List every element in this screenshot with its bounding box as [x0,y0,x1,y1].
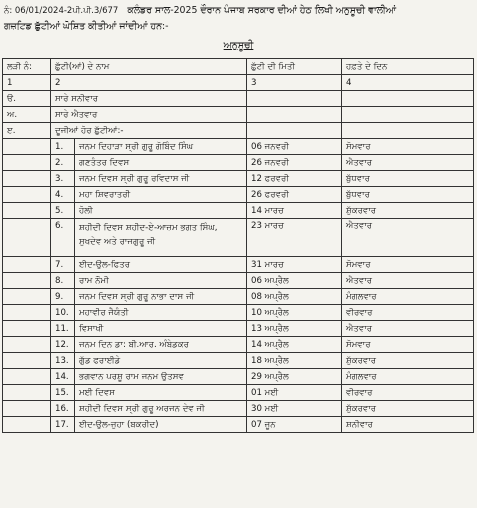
reference-number: ਨੰ: 06/01/2024-2ਪੀ.ਪੀ.3/677 [4,6,119,16]
column-header-weekday: ਹਫ਼ਤੇ ਦੇ ਦਿਨ [342,59,474,75]
blank-cell [3,337,51,353]
column-number: 1 [3,75,51,91]
holiday-serial: 16. [51,401,75,417]
holiday-serial: 13. [51,353,75,369]
holiday-name: ਵਿਸਾਖੀ [75,321,247,337]
section-label: ਅ. [3,107,51,123]
section-text: ਦੂਜੀਆਂ ਹੋਰ ਛੁੱਟੀਆਂ:- [51,123,247,139]
holiday-serial: 10. [51,305,75,321]
holiday-weekday: ਬੁੱਧਵਾਰ [342,187,474,203]
holiday-date: 06 ਜਨਵਰੀ [247,139,342,155]
holiday-weekday: ਵੀਰਵਾਰ [342,305,474,321]
section-row [3,123,474,139]
holiday-date: 31 ਮਾਰਚ [247,257,342,273]
section-row [3,107,474,123]
holiday-weekday: ਵੀਰਵਾਰ [342,385,474,401]
holiday-name: ਗਣਤੰਤਰ ਦਿਵਸ [75,155,247,171]
table-row [3,155,474,171]
blank-cell [3,417,51,433]
blank-cell [3,369,51,385]
holiday-weekday: ਐਤਵਾਰ [342,155,474,171]
holiday-weekday: ਸ਼ੁੱਕਰਵਾਰ [342,203,474,219]
section-text: ਸਾਰੇ ਸਨੀਵਾਰ [51,91,247,107]
holiday-date: 12 ਫਰਵਰੀ [247,171,342,187]
holiday-weekday: ਐਤਵਾਰ [342,321,474,337]
holiday-name: ਮਹਾਵੀਰ ਜੈਯੰਤੀ [75,305,247,321]
holiday-date: 23 ਮਾਰਚ [247,219,342,257]
blank-cell [3,219,51,257]
holiday-serial: 2. [51,155,75,171]
holiday-name: ਜਨਮ ਦਿਨ ਡਾ: ਬੀ.ਆਰ. ਅੰਬੇਡਕਰ [75,337,247,353]
holiday-name: ਸ਼ਹੀਦੀ ਦਿਵਸ ਸ਼ਹੀਦ-ਏ-ਆਜ਼ਮ ਭਗਤ ਸਿੰਘ, ਸੁਖਦੇਵ ਅਤੇ ਰਾਜਗੁਰੂ ਜੀ [75,219,247,257]
holiday-weekday: ਮੰਗਲਵਾਰ [342,289,474,305]
section-label: ੲ. [3,123,51,139]
holiday-weekday: ਸ਼ੁੱਕਰਵਾਰ [342,401,474,417]
holiday-name: ਜਨਮ ਦਿਵਸ ਸ੍ਰੀ ਗੁਰੂ ਨਾਭਾ ਦਾਸ ਜੀ [75,289,247,305]
column-header-date: ਛੁੱਟੀ ਦੀ ਮਿਤੀ [247,59,342,75]
blank-cell [3,305,51,321]
holiday-serial: 15. [51,385,75,401]
table-row [3,401,474,417]
holiday-serial: 3. [51,171,75,187]
holiday-weekday: ਐਤਵਾਰ [342,273,474,289]
holiday-name: ਮਹਾ ਸ਼ਿਵਰਾਤਰੀ [75,187,247,203]
table-row [3,321,474,337]
header-line-2: ਗਜ਼ਟਿਡ ਛੁੱਟੀਆਂ ਘੋਸ਼ਿਤ ਕੀਤੀਆਂ ਜਾਂਦੀਆਂ ਹਨ:- [4,21,169,32]
holiday-date: 14 ਅਪ੍ਰੈਲ [247,337,342,353]
holiday-weekday: ਬੁੱਧਵਾਰ [342,171,474,187]
column-number: 3 [247,75,342,91]
holiday-name: ਮਈ ਦਿਵਸ [75,385,247,401]
holiday-date: 13 ਅਪ੍ਰੈਲ [247,321,342,337]
header-line-1: ਕਲੰਡਰ ਸਾਲ-2025 ਦੌਰਾਨ ਪੰਜਾਬ ਸਰਕਾਰ ਦੀਆਂ ਹੇਠ ਲਿਖੀ ਅਨੁਸੂਚੀ ਵਾਲੀਆਂ [127,5,397,16]
document-header [4,3,473,35]
table-row [3,187,474,203]
table-row [3,305,474,321]
holiday-serial: 14. [51,369,75,385]
blank-cell [3,321,51,337]
blank-cell [3,257,51,273]
holiday-weekday: ਸੋਮਵਾਰ [342,139,474,155]
schedule-title: ਅਨੁਸੂਚੀ [223,40,254,51]
column-header-holiday-name: ਛੁੱਟੀ(ਆਂ) ਦੇ ਨਾਮ [51,59,247,75]
holiday-date: 14 ਮਾਰਚ [247,203,342,219]
table-row [3,219,474,257]
table-row [3,337,474,353]
holiday-serial: 6. [51,219,75,257]
holiday-weekday: ਸੋਮਵਾਰ [342,337,474,353]
holiday-table [2,58,474,433]
blank-cell [3,401,51,417]
holiday-date: 01 ਮਈ [247,385,342,401]
table-row [3,257,474,273]
table-row [3,203,474,219]
table-row [3,385,474,401]
holiday-name: ਹੋਲੀ [75,203,247,219]
holiday-serial: 12. [51,337,75,353]
holiday-name: ਗੁੱਡ ਫਰਾਈਡੇ [75,353,247,369]
table-row [3,171,474,187]
holiday-name: ਈਦ-ਉਲ-ਫਿਤਰ [75,257,247,273]
holiday-date: 26 ਜਨਵਰੀ [247,155,342,171]
section-row [3,91,474,107]
table-row [3,353,474,369]
column-number: 2 [51,75,247,91]
holiday-weekday: ਸ਼ਨੀਵਾਰ [342,417,474,433]
holiday-name: ਜਨਮ ਦਿਹਾੜਾ ਸ੍ਰੀ ਗੁਰੂ ਗੋਬਿੰਦ ਸਿੰਘ [75,139,247,155]
holiday-name: ਰਾਮ ਨੌਮੀ [75,273,247,289]
blank-cell [3,353,51,369]
table-row [3,369,474,385]
table-header-row [3,59,474,75]
column-header-serial: ਲੜੀ ਨੰ: [3,59,51,75]
column-number: 4 [342,75,474,91]
column-number-row [3,75,474,91]
holiday-date: 18 ਅਪ੍ਰੈਲ [247,353,342,369]
holiday-serial: 11. [51,321,75,337]
section-text: ਸਾਰੇ ਐਤਵਾਰ [51,107,247,123]
blank-cell [3,139,51,155]
holiday-serial: 5. [51,203,75,219]
holiday-date: 10 ਅਪ੍ਰੈਲ [247,305,342,321]
table-row [3,289,474,305]
blank-cell [3,273,51,289]
holiday-date: 06 ਅਪ੍ਰੈਲ [247,273,342,289]
blank-cell [3,385,51,401]
blank-cell [3,171,51,187]
table-row [3,417,474,433]
holiday-serial: 1. [51,139,75,155]
blank-cell [3,289,51,305]
holiday-serial: 17. [51,417,75,433]
holiday-date: 07 ਜੂਨ [247,417,342,433]
holiday-serial: 4. [51,187,75,203]
holiday-serial: 7. [51,257,75,273]
holiday-name: ਸ਼ਹੀਦੀ ਦਿਵਸ ਸ੍ਰੀ ਗੁਰੂ ਅਰਜਨ ਦੇਵ ਜੀ [75,401,247,417]
holiday-weekday: ਸੋਮਵਾਰ [342,257,474,273]
table-row [3,139,474,155]
holiday-weekday: ਸ਼ੁੱਕਰਵਾਰ [342,353,474,369]
blank-cell [3,187,51,203]
blank-cell [3,203,51,219]
holiday-date: 26 ਫਰਵਰੀ [247,187,342,203]
holiday-name: ਭਗਵਾਨ ਪਰਸ਼ੂ ਰਾਮ ਜਨਮ ਉਤਸਵ [75,369,247,385]
section-label: ੳ. [3,91,51,107]
holiday-name: ਈਦ-ਉਲ-ਜੁਹਾ (ਬਕਰੀਦ) [75,417,247,433]
holiday-name: ਜਨਮ ਦਿਵਸ ਸ੍ਰੀ ਗੁਰੂ ਰਵਿਦਾਸ ਜੀ [75,171,247,187]
holiday-date: 29 ਅਪ੍ਰੈਲ [247,369,342,385]
blank-cell [3,155,51,171]
holiday-weekday: ਮੰਗਲਵਾਰ [342,369,474,385]
holiday-date: 08 ਅਪ੍ਰੈਲ [247,289,342,305]
holiday-serial: 8. [51,273,75,289]
holiday-date: 30 ਮਈ [247,401,342,417]
holiday-serial: 9. [51,289,75,305]
table-row [3,273,474,289]
holiday-weekday: ਐਤਵਾਰ [342,219,474,257]
